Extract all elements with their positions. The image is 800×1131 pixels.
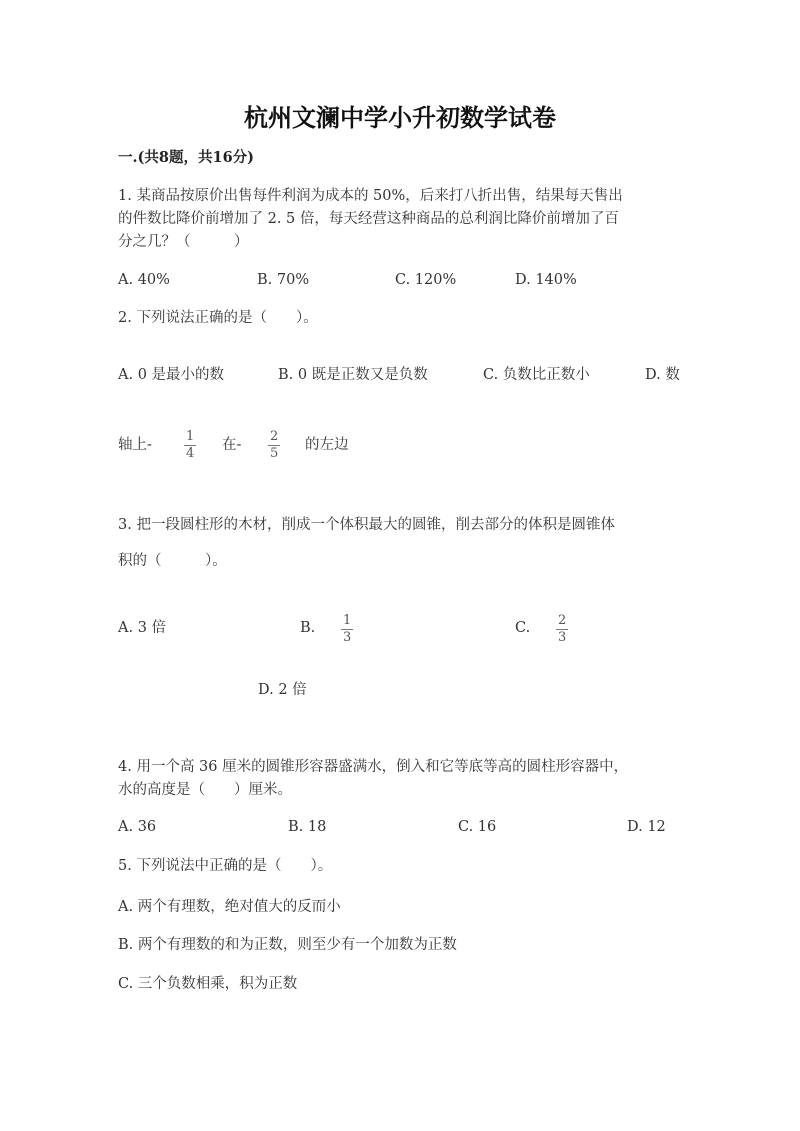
q5-option-c: C. 三个负数相乘，积为正数: [118, 976, 298, 992]
q2-option-d: D. 数: [645, 367, 680, 383]
q4-option-d: D. 12: [627, 819, 666, 835]
denominator: 5: [270, 446, 279, 461]
q3-option-b: B.: [300, 620, 316, 636]
q1-line: 1. 某商品按原价出售每件利润为成本的 50%，后来打八折出售，结果每天售出: [118, 188, 623, 204]
q4-line: 4. 用一个高 36 厘米的圆锥形容器盛满水，倒入和它等底等高的圆柱形容器中，: [118, 759, 629, 775]
page-title: 杭州文澜中学小升初数学试卷: [244, 103, 556, 132]
q1-line: 分之几？（ ）: [118, 234, 249, 250]
q5-option-a: A. 两个有理数，绝对值大的反而小: [118, 899, 341, 915]
numerator: 2: [270, 429, 279, 444]
q1-line: 的件数比降价前增加了 2. 5 倍，每天经营这种商品的总利润比降价前增加了百: [118, 211, 619, 227]
q2-cont-text: 的左边: [305, 437, 349, 453]
q2-stem: 2. 下列说法正确的是（ ）。: [118, 310, 318, 326]
q1-option-d: D. 140%: [515, 272, 577, 288]
q4-option-b: B. 18: [288, 819, 327, 835]
q3-line: 积的（ ）。: [118, 553, 227, 569]
q1-option-c: C. 120%: [395, 272, 457, 288]
q4-option-c: C. 16: [458, 819, 497, 835]
denominator: 4: [186, 446, 195, 461]
numerator: 1: [186, 429, 195, 444]
q2-option-c: C. 负数比正数小: [483, 367, 590, 383]
q2-cont-text: 在-: [222, 437, 242, 453]
q3-option-c: C.: [515, 620, 531, 636]
fraction: [184, 429, 196, 462]
numerator: 1: [343, 613, 352, 628]
q3-option-d: D. 2 倍: [258, 682, 307, 698]
q2-option-a: A. 0 是最小的数: [118, 367, 225, 383]
q4-line: 水的高度是（ ）厘米。: [118, 782, 292, 798]
q5-option-b: B. 两个有理数的和为正数，则至少有一个加数为正数: [118, 937, 457, 953]
denominator: 3: [558, 630, 567, 645]
q2-option-b: B. 0 既是正数又是负数: [278, 367, 428, 383]
q2-cont-text: 轴上-: [118, 437, 152, 453]
q3-line: 3. 把一段圆柱形的木材，削成一个体积最大的圆锥，削去部分的体积是圆锥体: [118, 517, 615, 533]
q3-option-a: A. 3 倍: [118, 620, 167, 636]
fraction: [268, 429, 280, 462]
numerator: 2: [558, 613, 567, 628]
fraction: [341, 613, 353, 646]
fraction: [556, 613, 568, 646]
q5-stem: 5. 下列说法中正确的是（ ）。: [118, 858, 333, 874]
denominator: 3: [343, 630, 352, 645]
q4-option-a: A. 36: [118, 819, 157, 835]
q1-option-a: A. 40%: [118, 272, 170, 288]
q1-option-b: B. 70%: [257, 272, 310, 288]
section-heading: 一.(共8题，共16分): [118, 149, 255, 166]
